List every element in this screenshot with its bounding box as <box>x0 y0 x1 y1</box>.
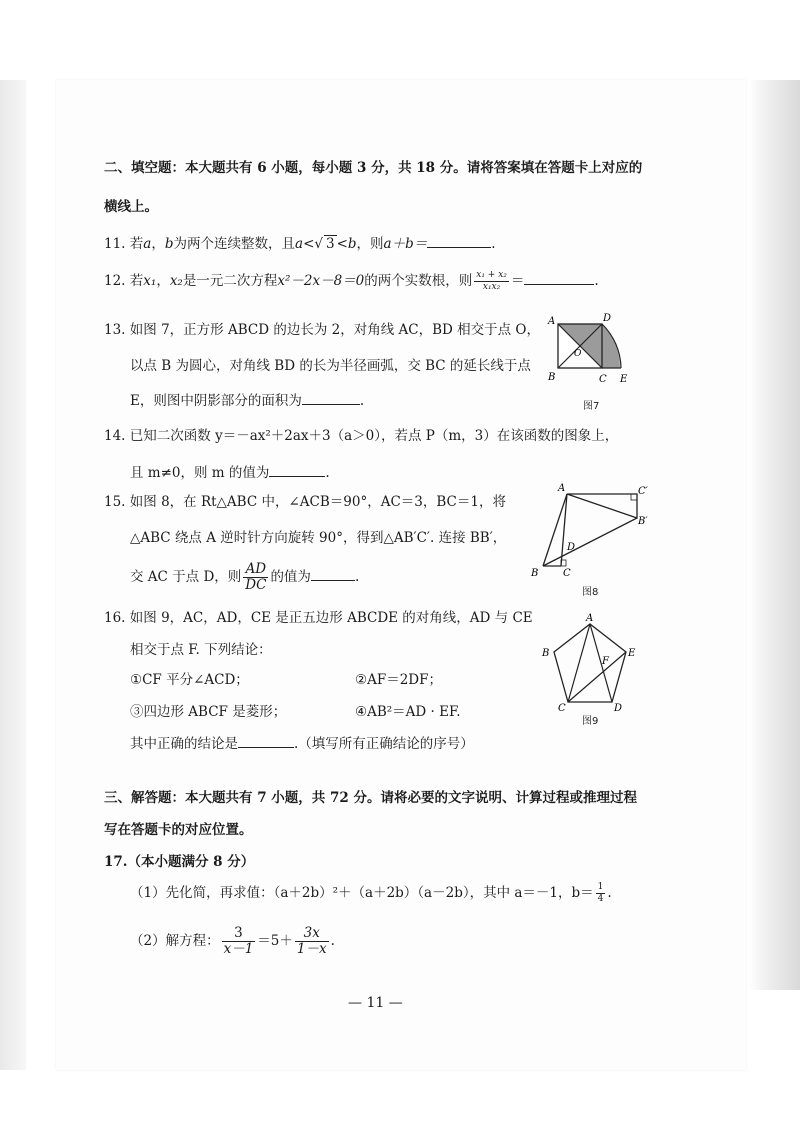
figure-8-triangle-abc1 <box>567 494 637 518</box>
answer-blank-15 <box>311 566 355 581</box>
answer-blank-14 <box>269 462 325 477</box>
question-17-part2: （2）解方程： $\frac{3}{x-1}$ ＝5＋ $\frac{3x}{1-x}$ . <box>130 925 335 957</box>
figure-9-label-c: C <box>558 703 566 712</box>
section2-header-cont: 横线上。 <box>104 199 158 215</box>
answer-blank-13 <box>302 390 360 405</box>
figure-9-diagonal-ac <box>568 624 590 702</box>
figure-8-label-c1: C′ <box>638 486 648 497</box>
figure-9-caption: 图9 <box>582 716 599 727</box>
answer-blank-16 <box>238 733 294 748</box>
fraction-17-left: $\frac{3}{x-1}$ <box>223 925 254 957</box>
figure-7-label-e: E <box>620 374 628 385</box>
fraction-15: $\frac{AD}{DC}$ <box>245 561 267 593</box>
figure-8-label-b1: B′ <box>638 516 648 527</box>
question-16-option-4: ④AB²＝AD · EF. <box>355 704 461 720</box>
question-12: 12. 若x₁，x₂是一元二次方程x²－2x－8＝0的两个实数根，则 $\frac{\text{x₁ + x₂}}{\text{x₁x₂}}$ ＝ . <box>104 270 599 292</box>
figure-8-label-b: B <box>531 568 539 579</box>
figure-8-label-c: C <box>563 568 571 579</box>
answer-blank-11 <box>427 233 491 248</box>
question-16-option-3: ③四边形 ABCF 是菱形； <box>130 704 287 720</box>
question-15-line1: 15. 如图 8，在 Rt△ABC 中，∠ACB＝90°，AC＝3，BC＝1，将 <box>104 494 506 510</box>
figure-7-label-a: A <box>548 316 556 327</box>
figure-7 <box>540 310 650 395</box>
figure-7-label-o: O <box>574 349 582 359</box>
question-13-line3: E，则图中阴影部分的面积为 . <box>130 390 364 411</box>
question-13-line1: 13. 如图 7，正方形 ABCD 的边长为 2，对角线 AC，BD 相交于点 O， <box>104 322 540 338</box>
figure-7-label-b: B <box>548 372 556 383</box>
question-14-line1: 14. 已知二次函数 y＝－ax²＋2ax＋3（a＞0），若点 P（m，3）在该函数的图象上， <box>104 428 619 444</box>
question-16-line5: 其中正确的结论是 .（填写所有正确结论的序号） <box>130 733 474 754</box>
question-16-line2: 相交于点 F. 下列结论： <box>130 642 272 658</box>
figure-8-label-a: A <box>558 483 566 494</box>
page-number: — 11 — <box>348 995 403 1011</box>
section2-header: 二、填空题：本大题共有 6 小题，每小题 3 分，共 18 分。请将答案填在答题卡上对应的 <box>104 160 643 176</box>
question-17-part1: （1）先化简，再求值：（a＋2b）²＋（a＋2b）（a－2b），其中 a＝－1，b＝ $\frac{1}{4}$ . <box>130 882 612 904</box>
answer-blank-12 <box>524 270 594 285</box>
fraction-17-b: $\frac{1}{4}$ <box>597 882 604 904</box>
question-15-line2: △ABC 绕点 A 逆时针方向旋转 90°，得到△AB′C′. 连接 BB′， <box>130 530 507 546</box>
figure-8-label-d: D <box>567 542 576 553</box>
section3-header: 三、解答题：本大题共有 7 小题，共 72 分。请将必要的文字说明、计算过程或推理过程 <box>104 790 637 806</box>
left-page-edge <box>0 80 26 1070</box>
figure-9-label-a: A <box>586 613 594 624</box>
figure-9-label-d: D <box>614 703 623 712</box>
right-page-edge <box>748 80 800 990</box>
figure-8-caption: 图8 <box>582 587 599 598</box>
figure-9-diagonal-ce <box>568 652 626 702</box>
figure-8-right-angle-c1 <box>631 494 637 500</box>
figure-8 <box>525 482 655 582</box>
figure-7-label-d: D <box>603 313 612 324</box>
question-15-line3: 交 AC 于点 D，则 $\frac{AD}{DC}$ 的值为 . <box>130 561 360 593</box>
figure-7-label-c: C <box>599 374 607 385</box>
figure-7-caption: 图7 <box>583 401 600 412</box>
question-17-title: 17.（本小题满分 8 分） <box>104 854 255 870</box>
question-16-option-1: ①CF 平分∠ACD； <box>130 672 249 688</box>
figure-9 <box>538 612 648 712</box>
figure-9-label-f: F <box>602 656 609 667</box>
question-16-option-2: ②AF＝2DF； <box>355 672 442 688</box>
question-16-line1: 16. 如图 9，AC，AD，CE 是正五边形 ABCDE 的对角线，AD 与 CE <box>104 610 533 626</box>
section3-header-cont: 写在答题卡的对应位置。 <box>104 822 253 838</box>
fraction-12: $\frac{\text{x₁ + x₂}}{\text{x₁x₂}}$ <box>476 270 507 292</box>
question-14-line2: 且 m≠0，则 m 的值为 . <box>130 462 330 483</box>
figure-9-pentagon <box>554 624 626 702</box>
question-11: 11. 若a，b为两个连续整数，且a<√ 3 <b，则a＋b＝ . <box>104 233 496 254</box>
figure-9-label-e: E <box>628 648 636 659</box>
fraction-17-right: $\frac{3x}{1-x}$ <box>296 925 327 957</box>
question-13-line2: 以点 B 为圆心，对角线 BD 的长为半径画弧，交 BC 的延长线于点 <box>130 358 531 374</box>
figure-9-label-b: B <box>542 648 550 659</box>
